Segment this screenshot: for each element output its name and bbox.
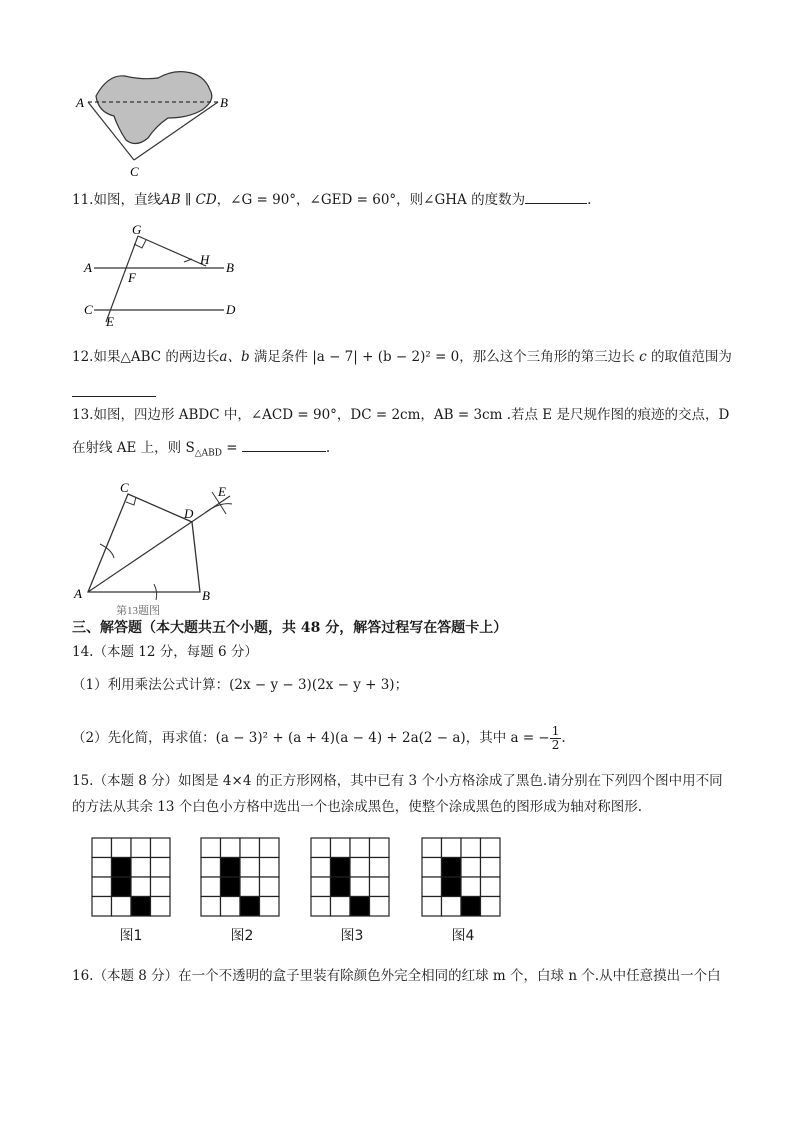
label-f: F	[128, 270, 136, 285]
grid-cell-black[interactable]	[112, 877, 132, 897]
grid-cell-white[interactable]	[151, 838, 171, 858]
tick-mark	[184, 259, 192, 262]
fraction-denominator: 2	[551, 738, 560, 752]
grid-cell-white[interactable]	[442, 897, 462, 917]
grid-cell-white[interactable]	[240, 838, 260, 858]
figure-q13-quadrilateral	[70, 480, 250, 617]
grid-cell-white[interactable]	[260, 838, 280, 858]
q11-answer-blank[interactable]	[525, 189, 587, 204]
grid-cell-white[interactable]	[422, 897, 442, 917]
grid-cell-white[interactable]	[422, 838, 442, 858]
q12-suffix: 的取值范围为	[650, 349, 732, 365]
question-14-title: 14.（本题 12 分，每题 6 分）	[72, 644, 258, 660]
grid-cell-white[interactable]	[350, 838, 370, 858]
grid-cell-white[interactable]	[201, 897, 221, 917]
q11-prefix: 11.如图，直线	[72, 192, 161, 208]
label-d: D	[184, 506, 194, 521]
q13-answer-blank[interactable]	[242, 437, 326, 452]
grid-cell-white[interactable]	[112, 838, 132, 858]
grid-cell-white[interactable]	[461, 838, 481, 858]
label-e: E	[218, 484, 226, 499]
grid-cell-white[interactable]	[112, 897, 132, 917]
fraction-one-half	[550, 725, 562, 752]
q11-line2: CD	[195, 192, 217, 208]
question-14-part2	[72, 725, 566, 752]
shaded-region	[96, 72, 212, 144]
q13-line2-prefix: 在射线 AE 上，则 S	[72, 440, 195, 456]
line-gh	[138, 236, 206, 266]
grid-cell-white[interactable]	[422, 858, 442, 878]
grid-cell-white[interactable]	[240, 877, 260, 897]
section-heading: 三、解答题（本大题共五个小题，共 48 分，解答过程写在答题卡上）	[72, 620, 508, 636]
label-c: C	[84, 302, 93, 317]
grid-cell-black[interactable]	[350, 897, 370, 917]
grid-cell-white[interactable]	[92, 897, 112, 917]
fraction-numerator: 1	[551, 724, 560, 738]
grid-cell-white[interactable]	[92, 858, 112, 878]
q11-condition: ，∠G = 90°，∠GED = 60°，则∠GHA 的度数为	[216, 192, 526, 208]
grid-cell-white[interactable]	[131, 858, 151, 878]
grid-cell-black[interactable]	[240, 897, 260, 917]
grid-cell-white[interactable]	[370, 858, 390, 878]
grid-cell-white[interactable]	[370, 838, 390, 858]
q12-vars: a、b	[219, 349, 250, 365]
grid-caption: 图3	[340, 928, 364, 944]
grid-caption: 图2	[230, 928, 254, 944]
label-b: B	[226, 260, 234, 275]
grid-cell-black[interactable]	[221, 858, 241, 878]
grid-cell-white[interactable]	[311, 897, 331, 917]
grid-cell-white[interactable]	[201, 858, 221, 878]
label-e: E	[106, 314, 114, 329]
grid-cell-black[interactable]	[112, 858, 132, 878]
grid-4x4[interactable]	[200, 837, 280, 917]
grid-cell-white[interactable]	[151, 897, 171, 917]
grid-figure-2[interactable]	[200, 837, 280, 945]
question-13-line2	[72, 437, 330, 464]
grid-cell-white[interactable]	[260, 858, 280, 878]
grid-cell-white[interactable]	[92, 838, 112, 858]
q14-part2-prefix: （2）先化简，再求值：(a − 3)² + (a + 4)(a − 4) + 2a(2 − a)，其中 a = −	[72, 730, 550, 746]
grid-cell-white[interactable]	[201, 877, 221, 897]
grid-cell-white[interactable]	[260, 877, 280, 897]
label-g: G	[132, 222, 142, 237]
grid-cell-white[interactable]	[442, 838, 462, 858]
label-c: C	[120, 480, 129, 495]
q14-part2-suffix: .	[561, 730, 566, 746]
grid-caption: 图1	[119, 928, 143, 944]
q12-answer-blank[interactable]	[72, 382, 156, 397]
grid-figure-4[interactable]	[421, 837, 501, 945]
question-15-line1: 15.（本题 8 分）如图是 4×4 的正方形网格，其中已有 3 个小方格涂成了黑色.请分别在下列四个图中用不同	[72, 773, 723, 789]
label-a: A	[84, 260, 92, 275]
grid-cell-white[interactable]	[350, 858, 370, 878]
label-a: A	[74, 586, 82, 601]
grid-cell-black[interactable]	[461, 897, 481, 917]
grid-cell-white[interactable]	[331, 838, 351, 858]
grid-cell-white[interactable]	[350, 877, 370, 897]
grid-cell-black[interactable]	[331, 877, 351, 897]
grid-caption: 图4	[451, 928, 475, 944]
grid-cell-black[interactable]	[331, 858, 351, 878]
question-12	[72, 347, 732, 367]
grid-cell-white[interactable]	[311, 858, 331, 878]
grid-cell-white[interactable]	[422, 877, 442, 897]
arc-mark-e2	[206, 504, 232, 512]
q12-condition: 满足条件 |a − 7| + (b − 2)² = 0，那么这个三角形的第三边长	[249, 349, 635, 365]
grid-cell-white[interactable]	[331, 897, 351, 917]
label-b: B	[220, 95, 228, 110]
grid-cell-black[interactable]	[131, 897, 151, 917]
grid-cell-white[interactable]	[92, 877, 112, 897]
label-d: D	[226, 302, 236, 317]
grid-figure-3[interactable]	[310, 837, 390, 945]
grid-4x4[interactable]	[421, 837, 501, 917]
label-h: H	[200, 252, 210, 267]
q11-line1: AB	[160, 192, 181, 208]
figure-q11-parallel-lines	[80, 220, 250, 332]
figure-pond-triangle	[70, 66, 240, 182]
q12-prefix: 12.如果△ABC 的两边长	[72, 349, 220, 365]
question-15-line2: 的方法从其余 13 个白色小方格中选出一个也涂成黑色，使整个涂成黑色的图形成为轴对称图形.	[72, 799, 643, 815]
grid-cell-white[interactable]	[481, 897, 501, 917]
q13-subscript: △ABD	[194, 448, 222, 459]
label-c: C	[130, 164, 139, 179]
grid-cell-white[interactable]	[481, 877, 501, 897]
grid-figure-1[interactable]	[91, 837, 171, 945]
grid-cell-white[interactable]	[481, 838, 501, 858]
question-16-line1: 16.（本题 8 分）在一个不透明的盒子里装有除颜色外完全相同的红球 m 个，白球 n 个.从中任意摸出一个白	[72, 968, 721, 984]
question-13-line1: 13.如图，四边形 ABDC 中，∠ACD = 90°，DC = 2cm，AB = 3cm .若点 E 是尺规作图的痕迹的交点，D	[72, 407, 730, 423]
grid-cell-white[interactable]	[370, 897, 390, 917]
q11-parallel: ∥	[180, 192, 196, 208]
grid-cell-black[interactable]	[442, 858, 462, 878]
question-14-part1: （1）利用乘法公式计算：(2x − y − 3)(2x − y + 3)；	[72, 677, 409, 693]
label-b: B	[202, 588, 210, 603]
grid-cell-black[interactable]	[221, 877, 241, 897]
grid-cell-white[interactable]	[311, 838, 331, 858]
grid-cell-white[interactable]	[461, 877, 481, 897]
grid-cell-white[interactable]	[370, 877, 390, 897]
grid-cell-black[interactable]	[442, 877, 462, 897]
grid-cell-white[interactable]	[201, 838, 221, 858]
grid-cell-white[interactable]	[131, 877, 151, 897]
right-angle-mark	[126, 497, 136, 505]
grid-cell-white[interactable]	[311, 877, 331, 897]
grid-cell-white[interactable]	[481, 858, 501, 878]
grid-cell-white[interactable]	[221, 897, 241, 917]
grid-cell-white[interactable]	[151, 877, 171, 897]
grid-4x4[interactable]	[91, 837, 171, 917]
question-11	[72, 189, 591, 210]
q13-eq: =	[222, 440, 242, 456]
grid-cell-white[interactable]	[221, 838, 241, 858]
grid-cell-white[interactable]	[461, 858, 481, 878]
q13-suffix: .	[325, 440, 331, 456]
label-a: A	[76, 95, 84, 110]
grid-cell-white[interactable]	[240, 858, 260, 878]
q12-var-c: c	[634, 349, 651, 365]
grid-cell-white[interactable]	[260, 897, 280, 917]
grid-cell-white[interactable]	[151, 858, 171, 878]
q11-suffix: .	[587, 192, 592, 208]
grid-4x4[interactable]	[310, 837, 390, 917]
grid-cell-white[interactable]	[131, 838, 151, 858]
figure-caption: 第13题图	[116, 605, 160, 617]
